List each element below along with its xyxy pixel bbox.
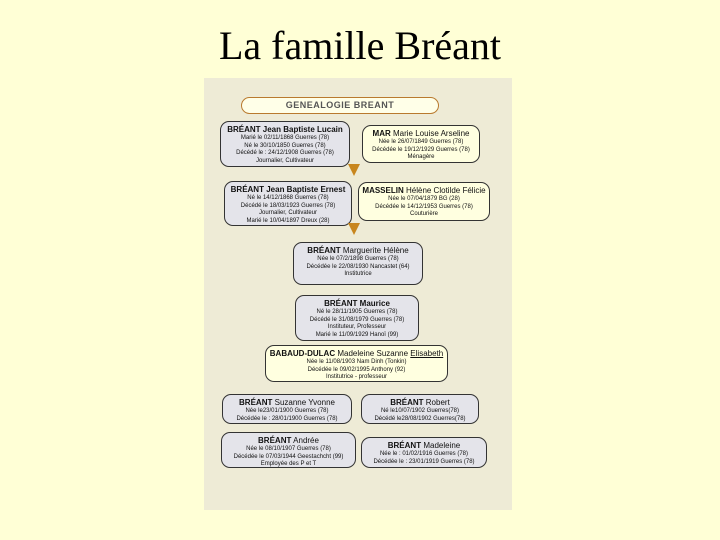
person-babaud-dulac: BABAUD-DULAC Madeleine Suzanne Elisabeth Née le 11/08/1903 Nam Dinh (Tonkin) Décédée le 09/02/1995 Anthony (92) Institutrice - professeur [265,345,448,382]
person-name: BRÉANT Maurice [324,299,390,308]
person-suzanne: BRÉANT Suzanne Yvonne Née le23/01/1900 Guerres (78) Décédée le : 28/01/1900 Guerres (78) [222,394,352,424]
genealogy-banner: GENEALOGIE BREANT [241,97,439,114]
person-name: MASSELIN Hélène Clotilde Félicie [362,186,486,195]
person-name: BRÉANT Madeleine [387,441,461,450]
slide-title: La famille Bréant [218,23,502,68]
person-name: BRÉANT Robert [390,398,450,407]
person-jb-lucain: BRÉANT Jean Baptiste Lucain Marié le 02/11/1868 Guerres (78) Né le 30/10/1850 Guerres (78) Décédé le : 24/12/1908 Guerres (78) Journalier, Cultivateur [220,121,350,167]
person-name: BRÉANT Jean Baptiste Lucain [227,125,343,134]
descent-arrow [348,164,360,176]
person-name: BRÉANT Suzanne Yvonne [239,398,335,407]
person-helene-masselin: MASSELIN Hélène Clotilde Félicie Née le 07/04/1879 BG (28) Décédée le 14/12/1953 Guerres (78) Couturière [358,182,490,221]
person-marguerite: BRÉANT Marguerite Hélène Née le 07/2/1898 Guerres (78) Décédée le 22/08/1930 Nancastet (64) Institutrice [293,242,423,285]
person-andree: BRÉANT Andrée Née le 08/10/1907 Guerres (78) Décédée le 07/03/1944 Geestachcht (99) Employée des P et T [221,432,356,468]
person-maurice: BRÉANT Maurice Né le 28/11/1905 Guerres (78) Décédé le 31/08/1979 Guerres (78) Instituteur, Professeur Marié le 11/09/1929 Hanoï (99) [295,295,419,341]
person-name: MAR Marie Louise Arseline [372,129,470,138]
descent-arrow [348,223,360,235]
person-madeleine: BRÉANT Madeleine Née le : 01/02/1916 Guerres (78) Décédée le : 23/01/1919 Guerres (78) [361,437,487,468]
person-name: BRÉANT Marguerite Hélène [307,246,409,255]
person-name: BRÉANT Andrée [258,436,319,445]
person-name: BRÉANT Jean Baptiste Ernest [230,185,346,194]
person-jb-ernest: BRÉANT Jean Baptiste Ernest Né le 14/12/1868 Guerres (78) Décédé le 18/03/1923 Guerres (78) Journalier, Cultivateur Marié le 10/04/1897 Dreux (28) [224,181,352,226]
person-marie-louise: MAR Marie Louise Arseline Née le 26/07/1849 Guerres (78) Décédée le 19/12/1929 Guerres (78) Ménagère [362,125,480,163]
person-name: BABAUD-DULAC Madeleine Suzanne Elisabeth [269,349,444,358]
person-robert: BRÉANT Robert Né le10/07/1902 Guerres(78) Décédé le28/08/1902 Guerres(78) [361,394,479,424]
